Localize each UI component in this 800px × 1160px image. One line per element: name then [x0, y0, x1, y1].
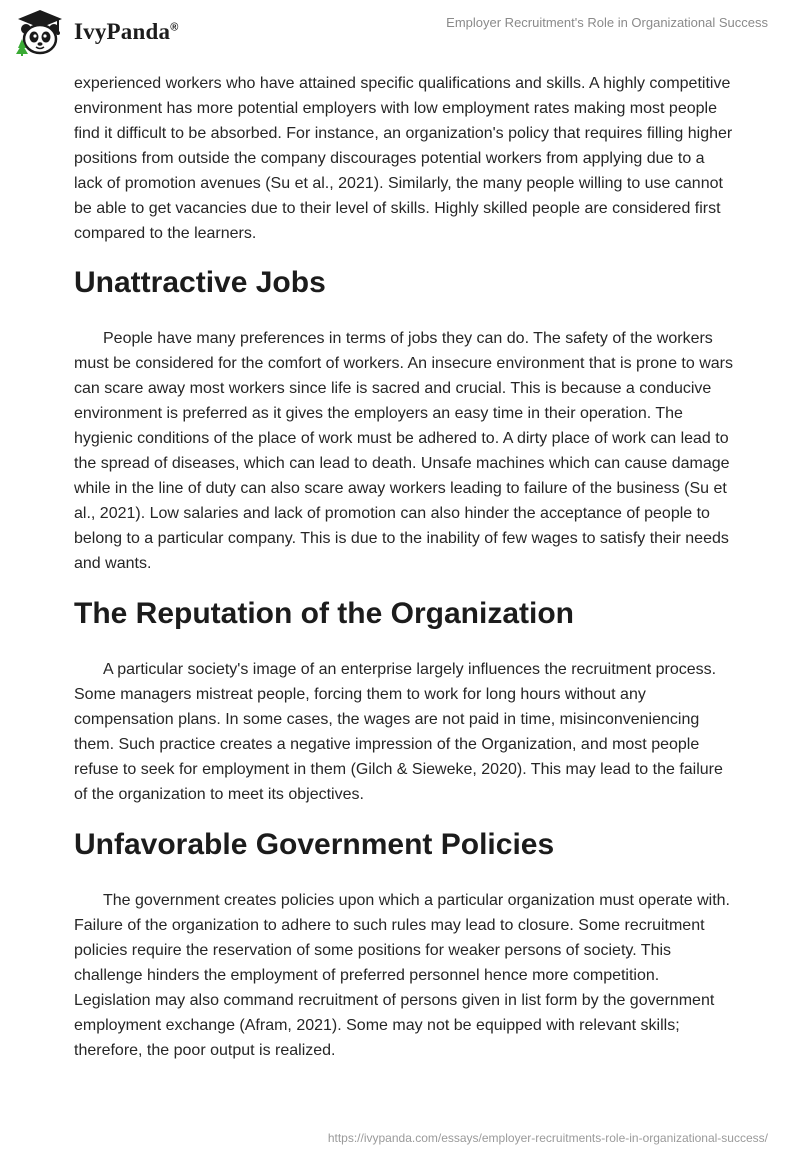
section-heading-reputation: The Reputation of the Organization — [74, 597, 574, 630]
section-paragraph-unattractive-jobs: People have many preferences in terms of jobs they can do. The safety of the workers must be considered for the comfort of workers. An insecure environment that is prone to wars can scare away most workers since life is sacred and crucial. This is because a conducive environment is preferred as it gives the employers an easy time in their operation. The hygienic conditions of the place of work must be adhered to. A dirty place of work can lead to the spread of diseases, which can lead to death. Unsafe machines which can cause damage while in the line of duty can also scare away workers leading to failure of the business (Su et al., 2021). Low salaries and lack of promotion can also hinder the acceptance of people to belong to a particular company. This is due to the inability of few wages to satisfy their needs and wants. — [74, 330, 733, 572]
intro-paragraph: experienced workers who have attained specific qualifications and skills. A highly competitive environment has more potential employers with low employment rates making most people find it difficult to be absorbed. For instance, an organization's policy that requires filling higher positions from outside the company discourages potential workers from applying due to a lack of promotion avenues (Su et al., 2021). Similarly, the many people willing to use cannot be able to get vacancies due to their level of skills. Highly skilled people are considered first compared to the learners. — [74, 75, 733, 242]
section-heading-government-policies: Unfavorable Government Policies — [74, 828, 555, 861]
section-paragraph-reputation: A particular society's image of an enterprise largely influences the recruitment process. Some managers mistreat people, forcing them to work for long hours without any compensation plans. In some cases, the wages are not paid in time, misinconveniencing them. Such practice creates a negative impression of the Organization, and most people refuse to seek for employment in them (Gilch & Sieweke, 2020). This may lead to the failure of the organization to meet its objectives. — [74, 661, 723, 803]
source-url[interactable]: https://ivypanda.com/essays/employer-recruitments-role-in-organizational-success/ — [327, 1131, 768, 1145]
page-header — [0, 0, 800, 62]
brand-logo[interactable] — [14, 8, 179, 56]
essay-content — [74, 71, 734, 1063]
panda-graduate-icon — [14, 8, 66, 56]
section-heading-unattractive-jobs: Unattractive Jobs — [74, 266, 326, 299]
section-paragraph-government-policies: The government creates policies upon which a particular organization must operate with. Failure of the organization to adhere to such rules may lead to closure. Some recruitment policies require the reservation of some positions for weaker persons of society. This challenge hinders the employment of preferred personnel hence more competition. Legislation may also command recruitment of persons given in list form by the government employment exchange (Afram, 2021). Some may not be equipped with relevant skills; therefore, the poor output is realized. — [74, 892, 730, 1059]
brand-name: IvyPanda® — [74, 19, 179, 44]
document-title: Employer Recruitment's Role in Organizational Success — [446, 15, 768, 30]
